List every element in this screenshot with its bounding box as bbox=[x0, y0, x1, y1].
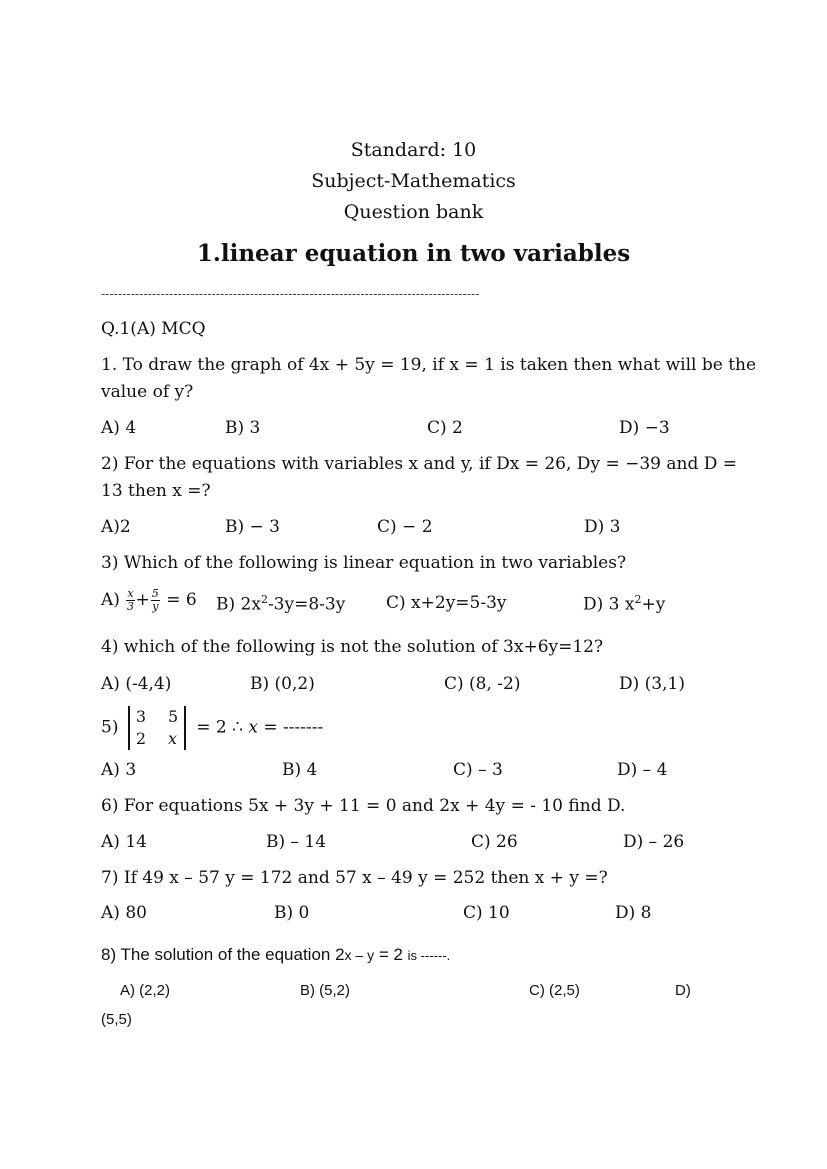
q3-option-a-rhs: = 6 bbox=[166, 590, 197, 610]
q5-option-d: D) – 4 bbox=[617, 760, 668, 780]
q4-option-c: C) (8, -2) bbox=[444, 674, 521, 694]
q4-option-a: A) (-4,4) bbox=[101, 674, 172, 694]
q8-option-a: A) (2,2) bbox=[120, 982, 171, 999]
q8-option-c: C) (2,5) bbox=[529, 982, 580, 999]
section-label: Q.1(A) MCQ bbox=[101, 319, 206, 339]
determinant-matrix: 3 5 2 x bbox=[128, 706, 186, 750]
fraction-5-over-y: $\frac{5}{y}$ bbox=[151, 587, 159, 613]
divider: ----------------------------------------------------------------------------------------- bbox=[101, 287, 480, 301]
q1-option-d: D) −3 bbox=[619, 418, 670, 438]
q5-tail: = ------- bbox=[257, 717, 324, 738]
q3-option-d: D) 3 $x^2+y$ bbox=[583, 593, 666, 615]
question-bank-heading: Question bank bbox=[343, 201, 484, 223]
question-8-text: 8) The solution of the equation 2x – y = 2 is ------. bbox=[101, 945, 451, 964]
q2-option-b: B) − 3 bbox=[225, 517, 280, 537]
q6-option-a: A) 14 bbox=[101, 832, 147, 852]
fraction-x-over-3: $\frac{x}{3}$ bbox=[126, 587, 134, 613]
q7-option-a: A) 80 bbox=[101, 903, 147, 923]
q8-option-d: D) bbox=[675, 982, 691, 999]
q5-rhs: = 2 ∴ bbox=[196, 717, 249, 738]
q8-option-d-value: (5,5) bbox=[101, 1011, 132, 1028]
subject-heading: Subject-Mathematics bbox=[311, 170, 516, 192]
q1-option-c: C) 2 bbox=[427, 418, 463, 438]
q1-option-a: A) 4 bbox=[101, 418, 137, 438]
q5-option-c: C) – 3 bbox=[453, 760, 503, 780]
q6-option-d: D) – 26 bbox=[623, 832, 685, 852]
q1-option-b: B) 3 bbox=[225, 418, 261, 438]
q7-option-c: C) 10 bbox=[463, 903, 510, 923]
q6-option-b: B) – 14 bbox=[266, 832, 327, 852]
q7-option-b: B) 0 bbox=[274, 903, 310, 923]
q4-option-b: B) (0,2) bbox=[250, 674, 315, 694]
question-3-text: 3) Which of the following is linear equation in two variables? bbox=[101, 553, 627, 573]
q2-option-c: C) − 2 bbox=[377, 517, 433, 537]
q3-option-c: C) x+2y=5-3y bbox=[386, 593, 507, 613]
q8-option-b: B) (5,2) bbox=[300, 982, 351, 999]
question-6-text: 6) For equations 5x + 3y + 11 = 0 and 2x + 4y = - 10 find D. bbox=[101, 796, 626, 816]
question-2-text-cont: 13 then x =? bbox=[101, 481, 211, 501]
plus-sign: + bbox=[135, 590, 150, 610]
q5-variable: x bbox=[248, 717, 258, 738]
q6-option-c: C) 26 bbox=[471, 832, 518, 852]
q4-option-d: D) (3,1) bbox=[619, 674, 685, 694]
question-4-text: 4) which of the following is not the solution of 3x+6y=12? bbox=[101, 637, 604, 657]
q5-prefix: 5) bbox=[101, 717, 119, 738]
question-2-text: 2) For the equations with variables x and y, if Dx = 26, Dy = −39 and D = bbox=[101, 454, 738, 474]
q2-option-a: A)2 bbox=[101, 517, 131, 537]
q5-option-a: A) 3 bbox=[101, 760, 137, 780]
q5-option-b: B) 4 bbox=[282, 760, 318, 780]
q3-option-b: B) $2x^2-3y=8-3y$ bbox=[216, 593, 346, 615]
question-7-text: 7) If 49 x – 57 y = 172 and 57 x – 49 y = 252 then x + y =? bbox=[101, 868, 608, 888]
q3-option-a-prefix: A) bbox=[101, 590, 120, 610]
standard-heading: Standard: 10 bbox=[350, 139, 477, 161]
q7-option-d: D) 8 bbox=[615, 903, 652, 923]
q3-option-a bbox=[101, 588, 197, 613]
question-1-text: 1. To draw the graph of 4x + 5y = 19, if x = 1 is taken then what will be the bbox=[101, 355, 757, 375]
chapter-title: 1.linear equation in two variables bbox=[196, 240, 631, 267]
question-5-text bbox=[101, 706, 323, 750]
q2-option-d: D) 3 bbox=[584, 517, 621, 537]
question-1-text-cont: value of y? bbox=[101, 382, 194, 402]
